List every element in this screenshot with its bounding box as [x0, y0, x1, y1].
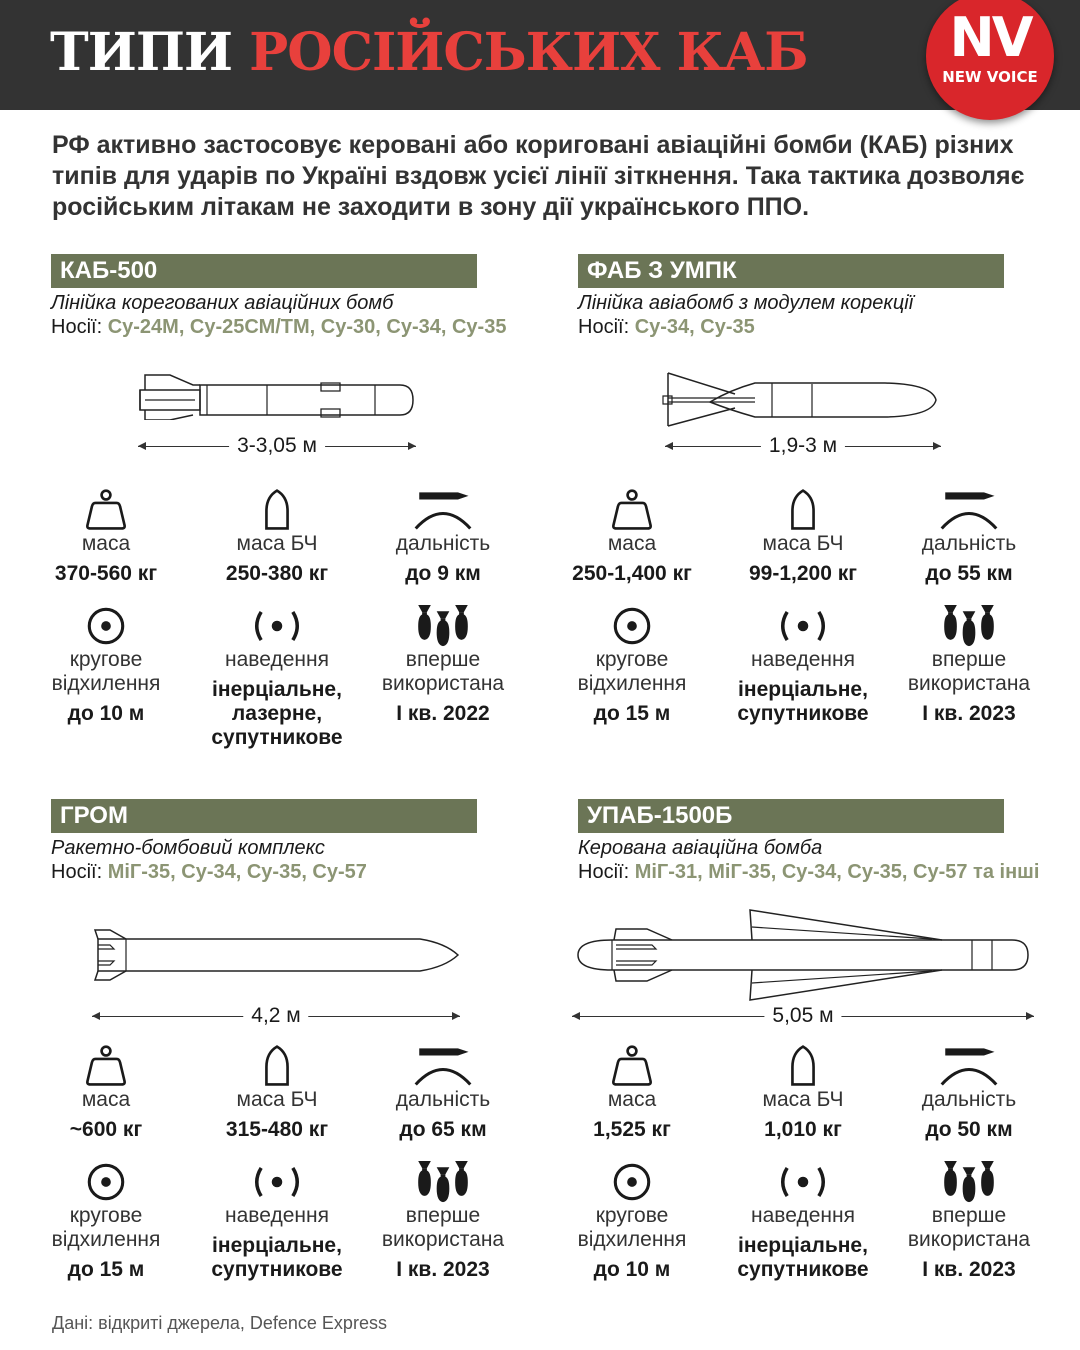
stat-label: дальність	[395, 1088, 491, 1111]
title-white-part: ТИПИ	[50, 22, 233, 83]
upab1500b-first-use	[889, 1160, 1049, 1282]
section-subtitle: Лінійка авіабомб з модулем корекції	[578, 292, 914, 314]
stat-label: кругове	[69, 1204, 143, 1227]
stat-label: використана	[907, 1228, 1031, 1251]
guidance-icon	[775, 604, 831, 648]
stat-value: 370-560 кг	[54, 562, 158, 585]
target-icon	[610, 604, 654, 648]
fab-umpk-range	[889, 488, 1049, 586]
stat-value: 99-1,200 кг	[749, 562, 857, 585]
stat-value: 1,525 кг	[593, 1118, 671, 1141]
stat-value: інерціальне,	[212, 678, 342, 701]
grom-range	[363, 1044, 523, 1142]
stat-value: 250-380 кг	[225, 562, 329, 585]
carriers-value: Су-34, Су-35	[634, 316, 755, 338]
bombs-icon	[416, 604, 470, 648]
stat-label: кругове	[69, 648, 143, 671]
stat-value: інерціальне,	[212, 1234, 342, 1257]
stat-value: інерціальне,	[738, 1234, 868, 1257]
kab500-warhead	[197, 488, 357, 586]
stat-value: I кв. 2023	[396, 1258, 490, 1281]
length-label: 4,2 м	[243, 1004, 308, 1028]
stat-label: використана	[381, 672, 505, 695]
stat-label: вперше	[405, 648, 481, 671]
stat-label: наведення	[751, 1204, 855, 1227]
stat-value: I кв. 2022	[396, 702, 490, 725]
source-note: Дані: відкриті джерела, Defence Express	[52, 1313, 387, 1333]
stat-value: супутникове	[737, 702, 869, 725]
kab500-length-dimension	[138, 436, 416, 456]
kab500-cep	[26, 604, 186, 726]
stat-value: до 10 м	[67, 702, 145, 725]
stat-value: I кв. 2023	[922, 1258, 1016, 1281]
section-title: ГРОМ	[60, 802, 128, 829]
stat-value: до 10 м	[593, 1258, 671, 1281]
stat-label: маса	[81, 1088, 131, 1111]
weight-icon	[84, 488, 128, 532]
grom-cep	[26, 1160, 186, 1282]
fab-umpk-guidance	[723, 604, 883, 726]
carriers-label: Носії:	[578, 316, 630, 338]
stat-label: вперше	[931, 648, 1007, 671]
stat-value: до 15 м	[593, 702, 671, 725]
stat-label: маса БЧ	[762, 532, 844, 555]
stat-label: маса	[81, 532, 131, 555]
upab1500b-drawing	[572, 905, 1034, 1005]
stat-label: кругове	[595, 648, 669, 671]
guidance-icon	[249, 1160, 305, 1204]
stat-label: маса	[607, 532, 657, 555]
stat-value: 315-480 кг	[225, 1118, 329, 1141]
section-carriers	[51, 861, 367, 884]
stat-label: маса БЧ	[236, 532, 318, 555]
length-label: 3-3,05 м	[229, 434, 325, 458]
section-title: ФАБ З УМПК	[587, 257, 737, 284]
warhead-icon	[781, 1044, 825, 1088]
grom-warhead	[197, 1044, 357, 1142]
carriers-label: Носії:	[51, 861, 103, 883]
logo-sub-text: NEW VOICE	[942, 68, 1038, 86]
guidance-icon	[775, 1160, 831, 1204]
section-subtitle: Керована авіаційна бомба	[578, 837, 823, 859]
section-carriers	[51, 316, 506, 339]
bombs-icon	[416, 1160, 470, 1204]
upab1500b-length-dimension	[572, 1006, 1034, 1026]
stat-value: лазерне,	[231, 702, 323, 725]
stat-label: кругове	[595, 1204, 669, 1227]
grom-guidance	[197, 1160, 357, 1282]
stat-value: супутникове	[737, 1258, 869, 1281]
stat-label: використана	[907, 672, 1031, 695]
guidance-icon	[249, 604, 305, 648]
logo-main-text: NV	[949, 6, 1031, 69]
carriers-label: Носії:	[51, 316, 103, 338]
warhead-icon	[781, 488, 825, 532]
bombs-icon	[942, 1160, 996, 1204]
carriers-label: Носії:	[578, 861, 630, 883]
weight-icon	[610, 488, 654, 532]
stat-label: наведення	[751, 648, 855, 671]
target-icon	[84, 604, 128, 648]
grom-drawing	[90, 925, 462, 985]
stat-label: дальність	[921, 532, 1017, 555]
stat-value: супутникове	[211, 726, 343, 749]
grom-length-dimension	[92, 1006, 460, 1026]
fab-umpk-mass	[552, 488, 712, 586]
stat-value: інерціальне,	[738, 678, 868, 701]
length-label: 5,05 м	[764, 1004, 841, 1028]
range-arc-icon	[412, 488, 474, 532]
stat-value: 1,010 кг	[764, 1118, 842, 1141]
range-arc-icon	[938, 1044, 1000, 1088]
range-arc-icon	[412, 1044, 474, 1088]
stat-label: наведення	[225, 1204, 329, 1227]
stat-value: ~600 кг	[69, 1118, 143, 1141]
stat-label: використана	[381, 1228, 505, 1251]
header-bar	[0, 0, 1080, 110]
stat-label: маса	[607, 1088, 657, 1111]
warhead-icon	[255, 1044, 299, 1088]
upab1500b-mass	[552, 1044, 712, 1142]
stat-label: вперше	[405, 1204, 481, 1227]
stat-label: маса БЧ	[762, 1088, 844, 1111]
fab-umpk-drawing	[660, 368, 940, 428]
target-icon	[610, 1160, 654, 1204]
stat-value: супутникове	[211, 1258, 343, 1281]
upab1500b-cep	[552, 1160, 712, 1282]
stat-label: дальність	[395, 532, 491, 555]
carriers-value: МіГ-31, МіГ-35, Су-34, Су-35, Су-57 та інші	[634, 861, 1040, 883]
fab-umpk-first-use	[889, 604, 1049, 726]
section-carriers	[578, 316, 755, 339]
stat-value: 250-1,400 кг	[572, 562, 692, 585]
kab500-drawing	[135, 370, 420, 420]
stat-label: відхилення	[577, 1228, 687, 1251]
upab1500b-range	[889, 1044, 1049, 1142]
weight-icon	[610, 1044, 654, 1088]
kab500-range	[363, 488, 523, 586]
warhead-icon	[255, 488, 299, 532]
kab500-mass	[26, 488, 186, 586]
stat-label: відхилення	[577, 672, 687, 695]
stat-value: до 9 км	[405, 562, 481, 585]
grom-first-use	[363, 1160, 523, 1282]
stat-label: відхилення	[51, 672, 161, 695]
grom-mass	[26, 1044, 186, 1142]
range-arc-icon	[938, 488, 1000, 532]
stat-label: відхилення	[51, 1228, 161, 1251]
section-title: КАБ-500	[60, 257, 158, 284]
stat-value: до 65 км	[399, 1118, 487, 1141]
upab1500b-guidance	[723, 1160, 883, 1282]
fab-umpk-length-dimension	[665, 436, 941, 456]
page-title	[50, 22, 808, 83]
section-title: УПАБ-1500Б	[587, 802, 733, 829]
intro-text: РФ активно застосовує керовані або кориговані авіаційні бомби (КАБ) різних типів для ударів по Україні вздовж усієї лінії зіткнення. Така тактика дозволяє російським літакам не заходити в зону дії українського ППО.	[52, 131, 1025, 221]
length-label: 1,9-3 м	[761, 434, 845, 458]
target-icon	[84, 1160, 128, 1204]
kab500-guidance	[197, 604, 357, 750]
stat-value: I кв. 2023	[922, 702, 1016, 725]
stat-label: дальність	[921, 1088, 1017, 1111]
carriers-value: Су-24М, Су-25СМ/ТМ, Су-30, Су-34, Су-35	[107, 316, 507, 338]
upab1500b-warhead	[723, 1044, 883, 1142]
stat-value: до 50 км	[925, 1118, 1013, 1141]
title-red-part: РОСІЙСЬКИХ КАБ	[249, 22, 808, 83]
stat-value: до 55 км	[925, 562, 1013, 585]
section-carriers	[578, 861, 1039, 884]
carriers-value: МіГ-35, Су-34, Су-35, Су-57	[107, 861, 367, 883]
stat-label: наведення	[225, 648, 329, 671]
section-subtitle: Ракетно-бомбовий комплекс	[51, 837, 325, 859]
stat-value: до 15 м	[67, 1258, 145, 1281]
stat-label: вперше	[931, 1204, 1007, 1227]
stat-label: маса БЧ	[236, 1088, 318, 1111]
section-subtitle: Лінійка корегованих авіаційних бомб	[51, 292, 394, 314]
bombs-icon	[942, 604, 996, 648]
kab500-first-use	[363, 604, 523, 726]
weight-icon	[84, 1044, 128, 1088]
fab-umpk-cep	[552, 604, 712, 726]
fab-umpk-warhead	[723, 488, 883, 586]
